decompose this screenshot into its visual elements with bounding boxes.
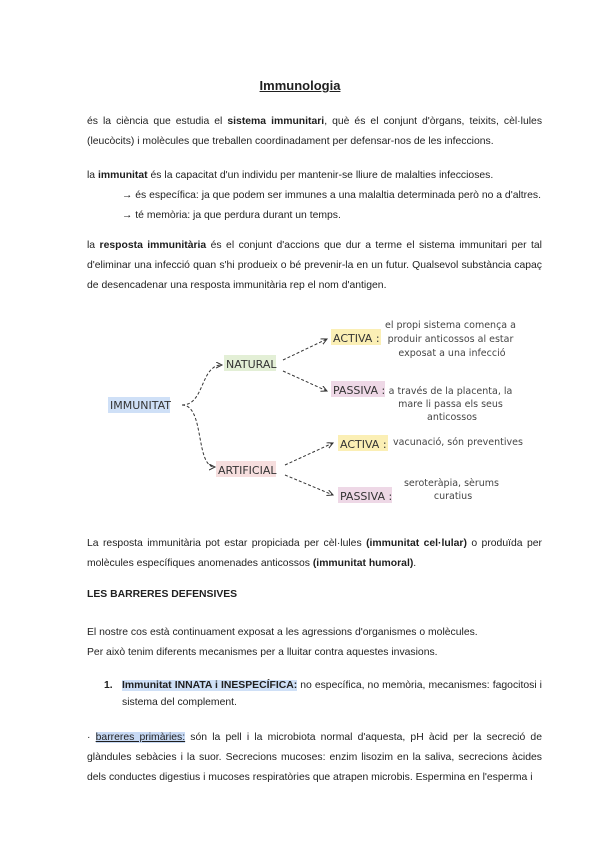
text: . — [413, 558, 417, 569]
connector-passiva-1 — [283, 371, 327, 391]
desc-line: produir anticossos al estar — [387, 334, 514, 345]
paragraph-cellular-humoral — [87, 534, 542, 574]
paragraph-primary-barriers — [87, 728, 542, 788]
text: la — [87, 240, 100, 251]
desc-line: el propi sistema comença a — [384, 320, 516, 331]
desc-line: anticossos — [427, 412, 477, 423]
text: o produïda per molècules específiques anomenades anticossos — [87, 538, 542, 569]
connector-activa-1 — [283, 339, 327, 360]
text: és la ciència que estudia el — [87, 116, 228, 127]
immunity-diagram — [0, 305, 600, 525]
root-label: IMMUNITAT — [110, 399, 172, 412]
bold-term: immunitat — [97, 170, 148, 181]
text: , què és el conjunt d'òrgans, teixits, cèl·lules (leucòcits) i molècules que treballen coordinadament per defensar-nos de les infeccions. — [87, 116, 543, 147]
bold-term: (immunitat humoral) — [312, 558, 414, 569]
text-line: Per això tenim diferents mecanismes per a lluitar contra aquestes invasions. — [87, 647, 438, 658]
bold-term: Immunitat INNATA i INESPECÍFICA: — [122, 680, 298, 691]
text: és la capacitat d'un individu per mantenir-se lliure de malalties infeccioses. — [147, 170, 494, 181]
passiva-2-label: PASSIVA : — [340, 490, 393, 503]
activa-2-desc — [393, 437, 523, 448]
paragraph-immunitat — [87, 166, 542, 226]
page-title: Immunologia — [259, 78, 341, 93]
activa-1-label: ACTIVA : — [333, 332, 380, 345]
connector-artificial — [182, 405, 215, 467]
text: és el conjunt d'accions que dur a terme el sistema immunitari per tal d'eliminar una infecció quan s'hi produeix o bé prevenir-la en un futur. Qualsevol substància capaç de desencadenar una resposta immunitària rep el nom d'antigen. — [87, 240, 542, 291]
passiva-1-label: PASSIVA : — [333, 384, 386, 397]
paragraph-barriers-intro — [87, 623, 542, 663]
text: són la pell i la microbiota normal d'aquesta, pH àcid per la secreció de glàndules sebàcies i la suor. Secrecions mucoses: enzim lisozim en la saliva, secrecions àcides dels conductes digestius i mucoses respiratòries que atrapen microbis. Espermina en l'esperma i — [87, 732, 542, 783]
list-number: 1. — [104, 680, 113, 691]
connector-activa-2 — [285, 443, 333, 465]
activa-1-desc — [385, 320, 519, 359]
connector-passiva-2 — [285, 475, 333, 495]
passiva-2-desc — [404, 478, 502, 502]
desc-line: a través de la placenta, la — [388, 386, 513, 397]
artificial-label: ARTIFICIAL — [218, 464, 277, 477]
text: no específica, no memòria, mecanismes: fagocitosi i sistema del complement. — [122, 680, 542, 708]
desc-line: curatius — [433, 491, 473, 502]
highlighted-term: barreres primàries: — [95, 732, 186, 743]
list-line: → és específica: ja que podem ser immunes a una malaltia determinada però no a d'altres. — [122, 190, 541, 201]
text: La resposta immunitària pot estar propiciada per cèl·lules — [87, 538, 367, 549]
connector-natural — [182, 365, 222, 405]
activa-2-label: ACTIVA : — [340, 438, 387, 451]
desc-line: vacunació, són preventives — [393, 437, 523, 448]
text-line: El nostre cos està continuament exposat a les agressions d'organismes o molècules. — [87, 627, 478, 638]
list-item-innate — [104, 677, 542, 711]
bold-term: sistema immunitari — [227, 116, 325, 127]
bold-term: resposta immunitària — [99, 240, 207, 251]
bold-term: (immunitat cel·lular) — [366, 538, 467, 549]
list-line: → té memòria: ja que perdura durant un temps. — [122, 210, 341, 221]
natural-label: NATURAL — [226, 358, 277, 371]
paragraph-resposta — [87, 236, 542, 296]
text: · — [87, 732, 96, 743]
text: la — [87, 170, 98, 181]
desc-line: mare li passa els seus — [398, 399, 503, 410]
paragraph-intro — [87, 112, 542, 152]
passiva-1-desc — [389, 386, 516, 423]
section-heading: LES BARRERES DEFENSIVES — [87, 589, 238, 600]
desc-line: exposat a una infecció — [398, 348, 506, 359]
desc-line: seroteràpia, sèrums — [403, 478, 500, 489]
